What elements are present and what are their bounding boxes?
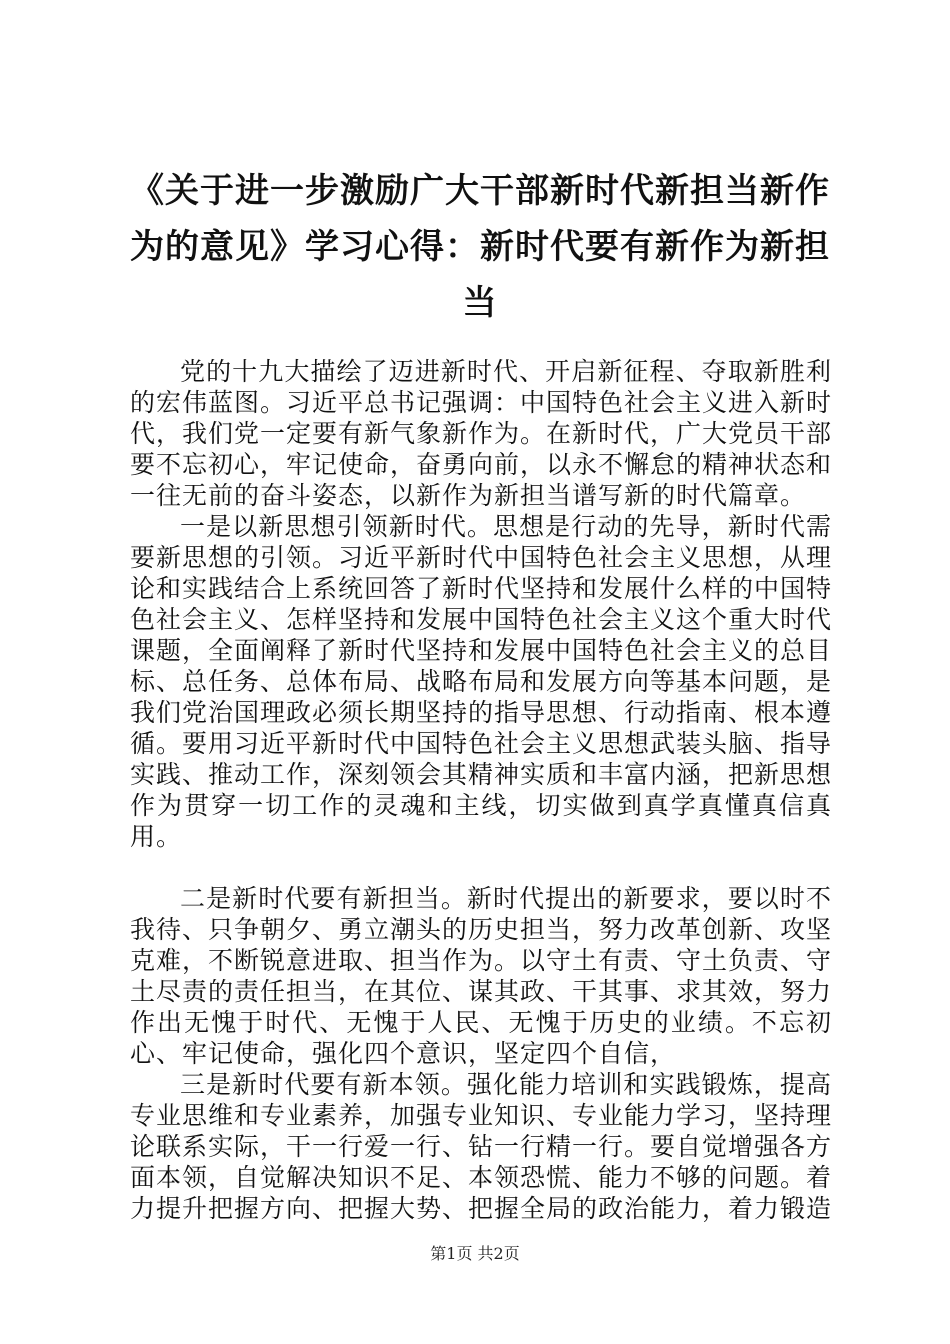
page-number-footer: 第1页 共2页 (430, 1244, 520, 1263)
paragraph-intro: 党的十九大描绘了迈进新时代、开启新征程、夺取新胜利的宏伟蓝图。习近平总书记强调：中国特色社会主义进入新时代，我们党一定要有新气象新作为。在新时代，广大党员干部要不忘初心，牢记使命，奋勇向前，以永不懈怠的精神状态和一往无前的奋斗姿态，以新作为新担当谱写新的时代篇章。 (130, 357, 833, 510)
paragraph-new-responsibility: 二是新时代要有新担当。新时代提出的新要求，要以时不我待、只争朝夕、勇立潮头的历史担当，努力改革创新、攻坚克难，不断锐意进取、担当作为。以守土有责、守土负责、守土尽责的责任担当，在其位、谋其政、干其事、求其效，努力作出无愧于时代、无愧于人民、无愧于历史的业绩。不忘初心、牢记使命，强化四个意识，坚定四个自信， (130, 884, 833, 1068)
document-body (130, 356, 832, 1224)
paragraph-new-skills: 三是新时代要有新本领。强化能力培训和实践锻炼，提高专业思维和专业素养，加强专业知识、专业能力学习，坚持理论联系实际，干一行爱一行、钻一行精一行。要自觉增强各方面本领，自觉解决知识不足、本领恐慌、能力不够的问题。着力提升把握方向、把握大势、把握全局的政治能力，着力锻造 (130, 1070, 833, 1223)
document-title: 《关于进一步激励广大干部新时代新担当新作为的意见》学习心得：新时代要有新作为新担当 (130, 171, 830, 323)
paragraph-new-thought: 一是以新思想引领新时代。思想是行动的先导，新时代需要新思想的引领。习近平新时代中国特色社会主义思想，从理论和实践结合上系统回答了新时代坚持和发展什么样的中国特色社会主义、怎样坚持和发展中国特色社会主义这个重大时代课题，全面阐释了新时代坚持和发展中国特色社会主义的总目标、总任务、总体布局、战略布局和发展方向等基本问题，是我们党治国理政必须长期坚持的指导思想、行动指南、根本遵循。要用习近平新时代中国特色社会主义思想武装头脑、指导实践、推动工作，深刻领会其精神实质和丰富内涵，把新思想作为贯穿一切工作的灵魂和主线，切实做到真学真懂真信真用。 (130, 512, 833, 851)
